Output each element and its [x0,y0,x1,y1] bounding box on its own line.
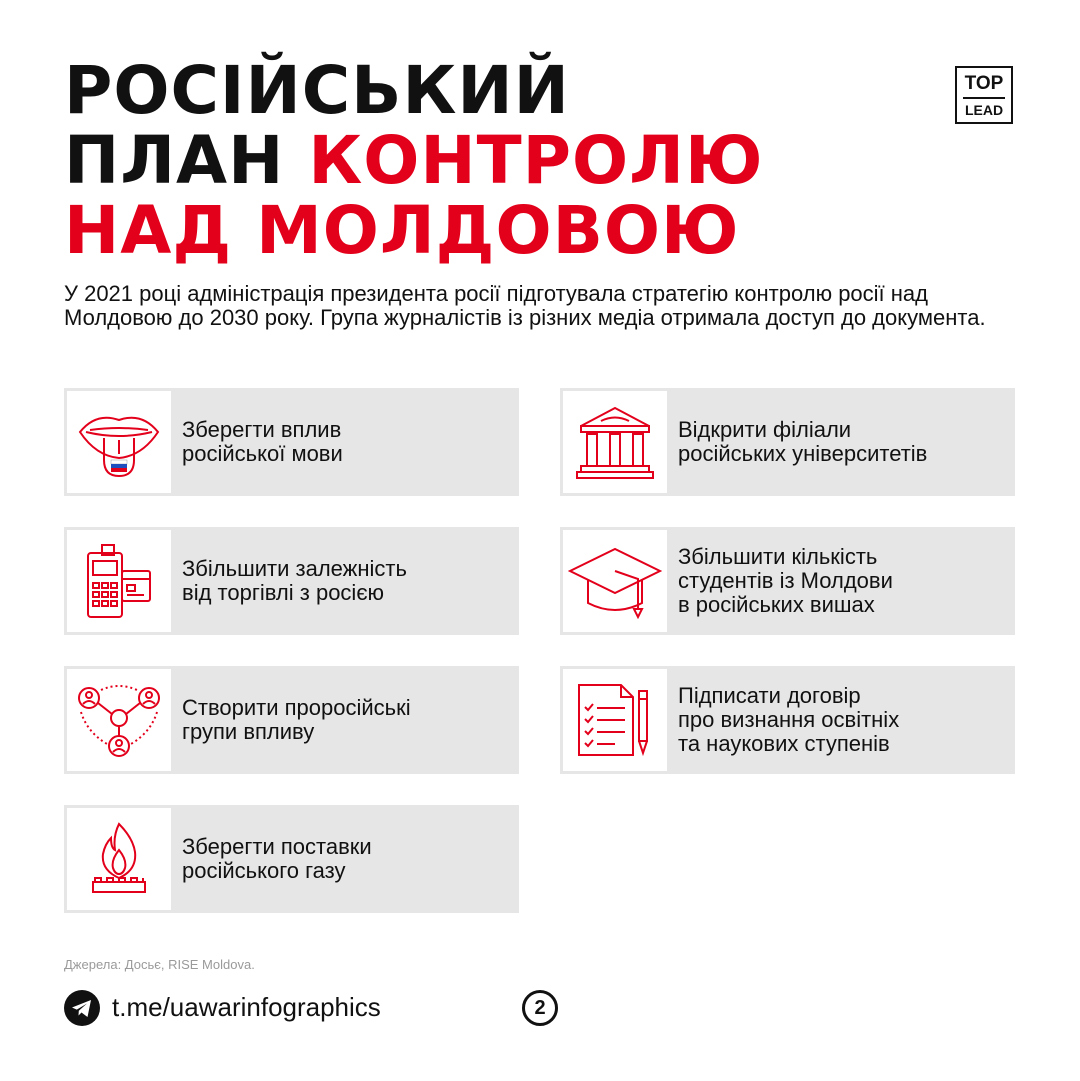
title-line-2-black: ПЛАН [64,122,309,199]
card-gas [64,805,519,913]
payment-terminal-card-icon [67,530,171,632]
source-note: Джерела: Досьє, RISE Moldova. [64,957,255,972]
card-students [560,527,1015,635]
card-trade [64,527,519,635]
card-label: Відкрити філіали російських університетів [678,417,928,466]
card-agreement [560,666,1015,774]
gas-flame-burner-icon [67,808,171,910]
logo-lead-text: LEAD [964,102,1004,118]
card-influence-groups [64,666,519,774]
lips-tongue-russian-flag-icon [67,391,171,493]
telegram-link[interactable]: t.me/uawarinfographics [112,992,381,1022]
page-title [64,52,764,269]
telegram-icon[interactable] [64,990,100,1026]
card-label: Збільшити кількість студентів із Молдови в російських вишах [678,544,893,617]
card-label: Зберегти вплив російської мови [182,417,343,466]
university-building-icon [563,391,667,493]
logo-top-text: TOP [964,73,1004,94]
title-line-3: НАД МОЛДОВОЮ [64,192,740,269]
card-label: Зберегти поставки російського газу [182,834,372,883]
card-language [64,388,519,496]
title-line-1: РОСІЙСЬКИЙ [64,52,570,129]
card-label: Підписати договір про визнання освітніх та наукових ступенів [678,683,900,756]
document-pen-icon [563,669,667,771]
card-label: Збільшити залежність від торгівлі з росією [182,556,407,605]
logo-divider [963,97,1005,99]
card-label: Створити проросійські групи впливу [182,695,411,744]
card-universities [560,388,1015,496]
title-line-2-red: КОНТРОЛЮ [308,122,764,199]
people-network-icon [67,669,171,771]
graduation-cap-icon [563,530,667,632]
top-lead-logo [955,66,1013,124]
page-number-badge: 2 [522,990,558,1026]
intro-text: У 2021 році адміністрація президента росії підготувала стратегію контролю росії над Молдовою до 2030 року. Група журналістів із різних медіа отримала доступ до документа. [64,281,986,330]
